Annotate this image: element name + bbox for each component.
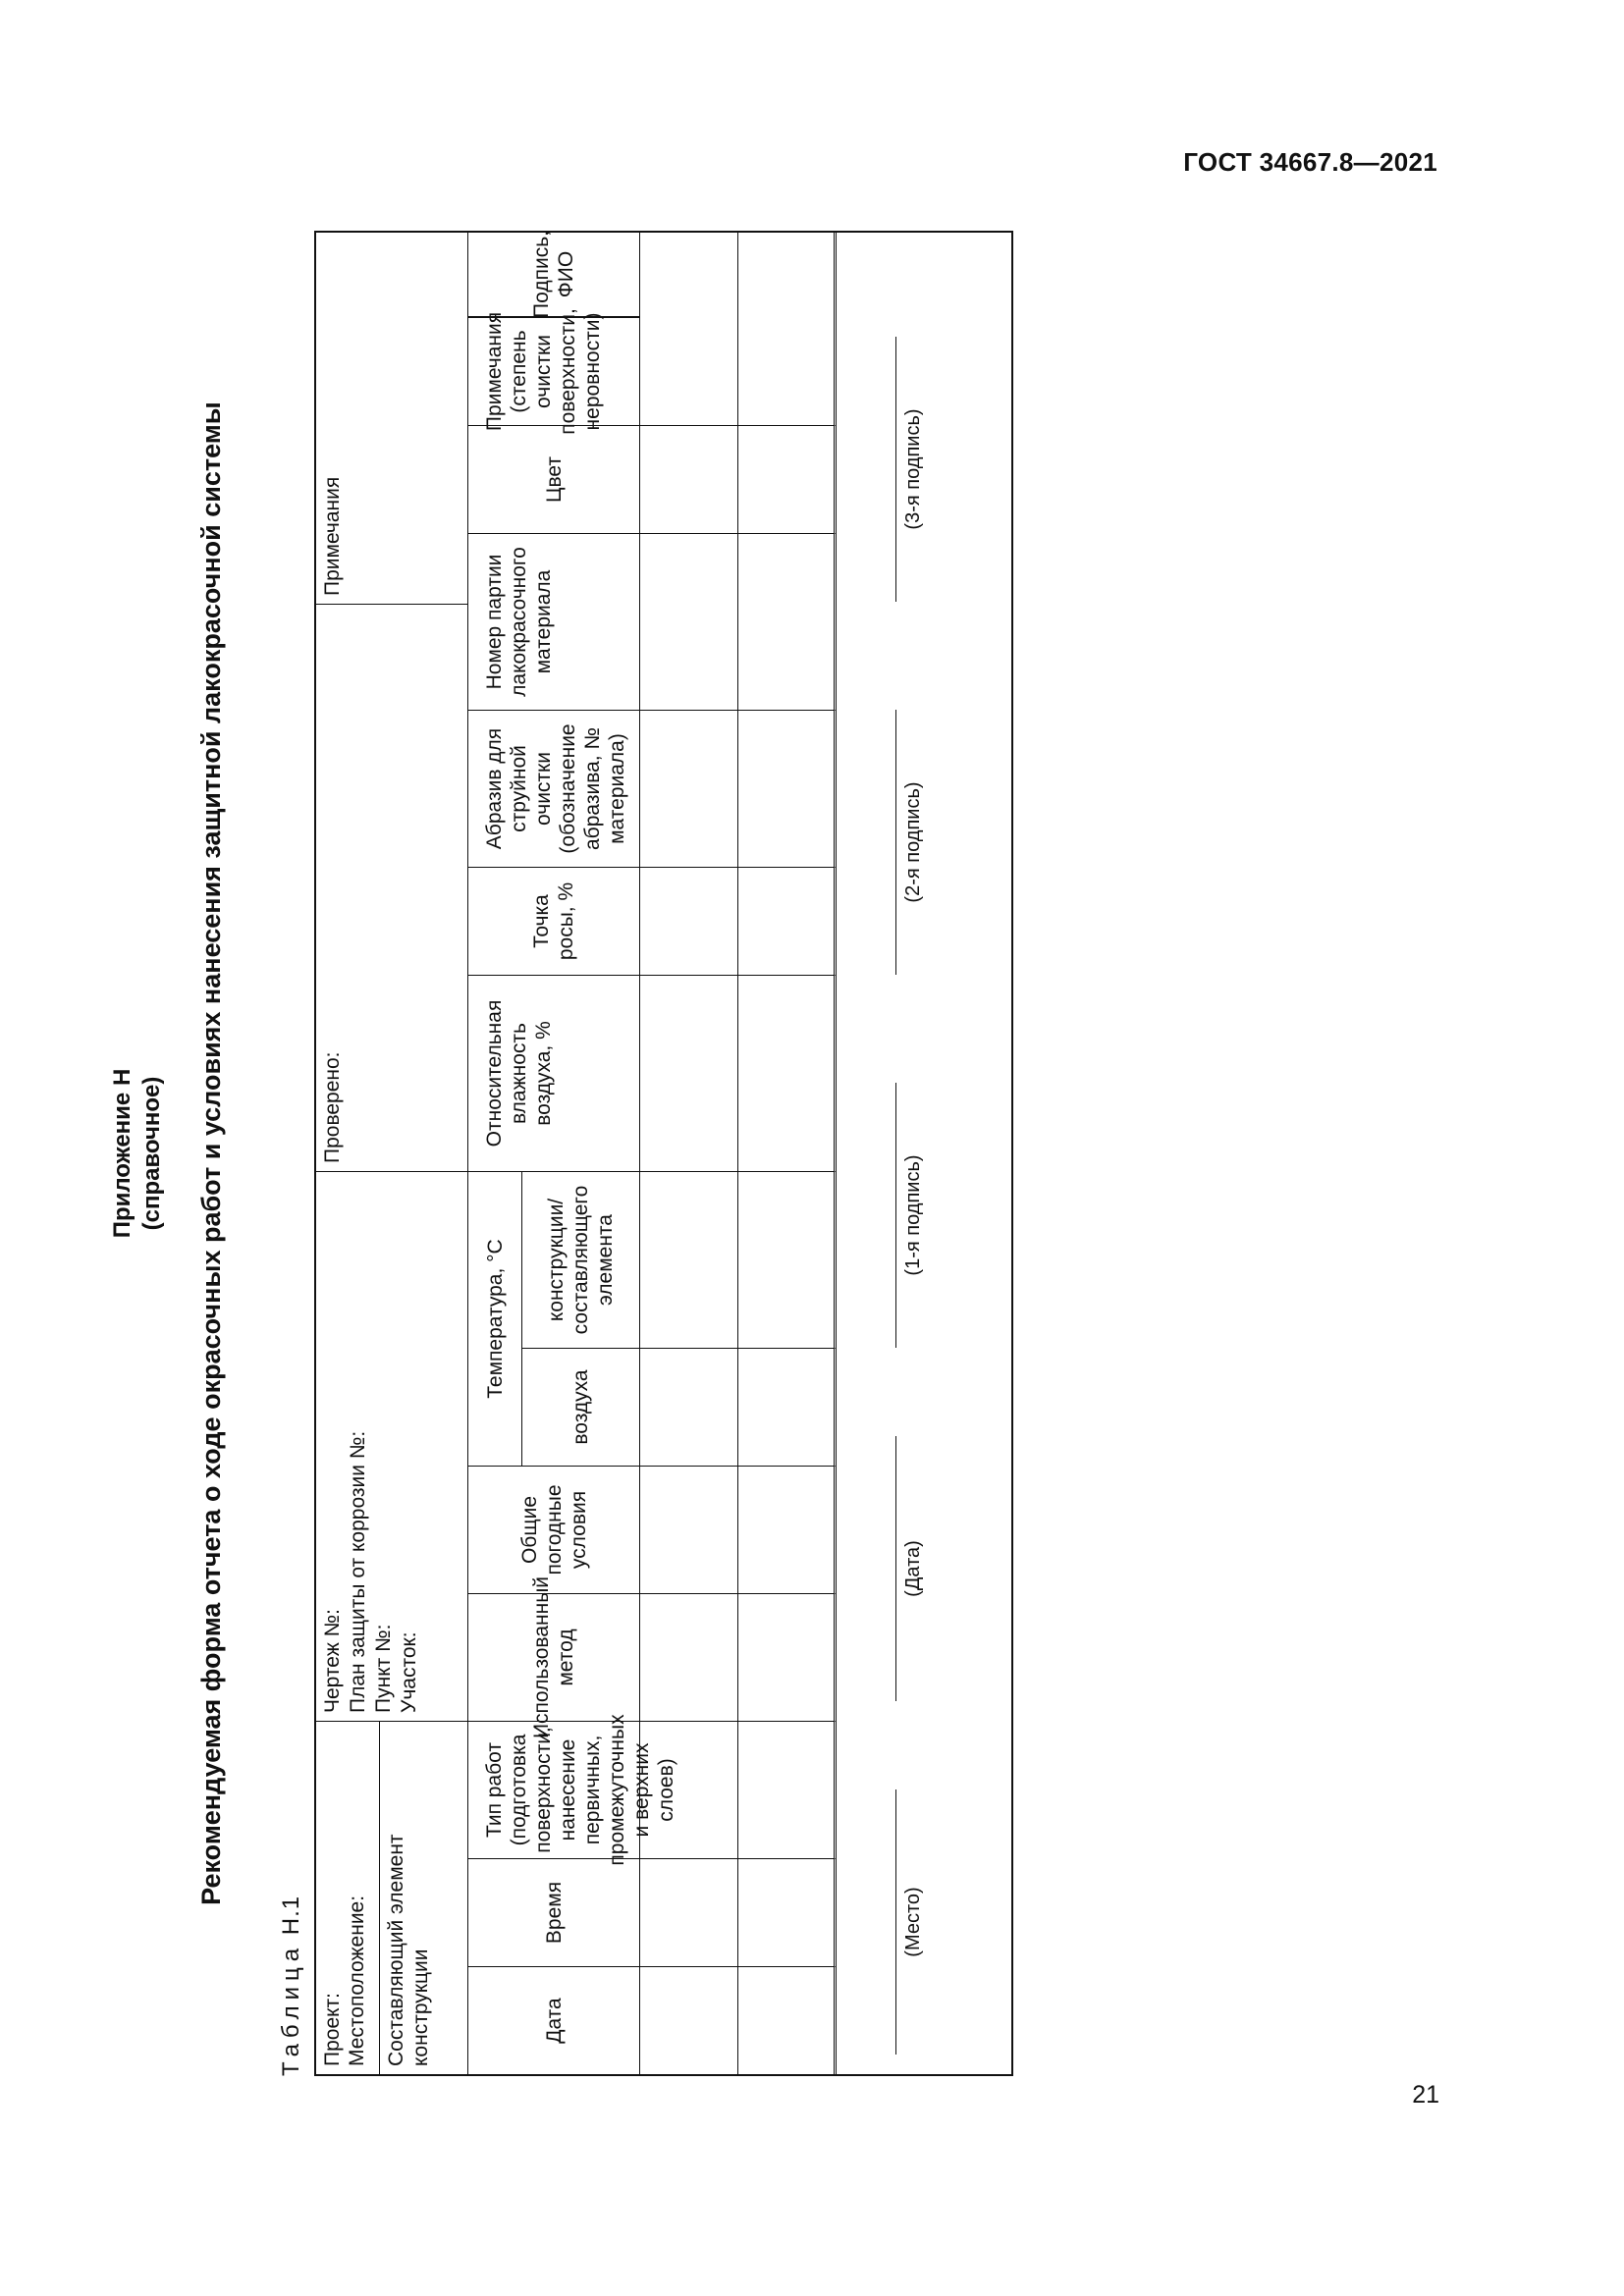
place-signature-line: (Место) [895,1789,925,2055]
project-label: Проект: [321,1992,344,2066]
col-batch: Номер партии лакокрасочного материала [468,533,640,710]
section-label: Участок: [398,1631,420,1713]
table-caption [278,1896,305,2076]
component-label: Составляющий элемент конструкции [385,1834,432,2066]
col-temperature: Температура, °С [468,1171,522,1466]
document-title: Рекомендуемая форма отчета о ходе окрасочных работ и условиях нанесения защитной лакокрасочной системы [196,401,226,1905]
annex-subtitle: (справочное) [138,1076,165,1231]
checked-label: Проверено: [321,1051,344,1163]
col-method: Использованный метод [468,1593,640,1721]
col-weather: Общие погодные условия [468,1466,640,1593]
signature-area [316,233,1011,2074]
notes-label: Примечания [321,476,344,596]
col-work-type: Тип работ (подготовка поверхности, нанесение первичных, промежуточных и верхних слоев) [468,1721,640,1858]
col-time: Время [468,1858,640,1966]
col-abrasive: Абразив для струйной очистки (обозначение абразива, № материала) [468,710,640,867]
annex-title: Приложение Н [109,1068,135,1239]
col-date: Дата [468,1966,640,2074]
col-color: Цвет [468,425,640,533]
standard-code: ГОСТ 34667.8—2021 [1183,147,1437,177]
date-signature-line: (Дата) [895,1436,925,1701]
col-structure-temp: конструкции/составляющего элемента [522,1171,640,1348]
first-signature-line: (1-я подпись) [895,1083,925,1348]
col-dew-point: Точка росы, % [468,867,640,975]
point-label: Пункт №: [372,1624,395,1713]
table-caption-word: Таблица [278,1942,304,2076]
table-caption-number: Н.1 [278,1895,304,1936]
corrosion-plan-label: План защиты от коррозии №: [347,1430,369,1713]
third-signature-line: (3-я подпись) [895,337,925,602]
report-table [314,231,1013,2076]
col-humidity: Относительная влажность воздуха, % [468,975,640,1171]
location-label: Местоположение: [346,1895,368,2066]
annex-heading [108,231,167,2076]
col-air-temp: воздуха [522,1348,640,1466]
rotated-landscape-content [108,231,1031,2076]
col-signature: Подпись, ФИО [468,233,640,317]
page-number: 21 [1412,2081,1439,2109]
drawing-label: Чертеж №: [321,1609,344,1713]
second-signature-line: (2-я подпись) [895,710,925,975]
col-notes-detail: Примечания (степень очистки поверхности, неровности) [468,317,640,425]
